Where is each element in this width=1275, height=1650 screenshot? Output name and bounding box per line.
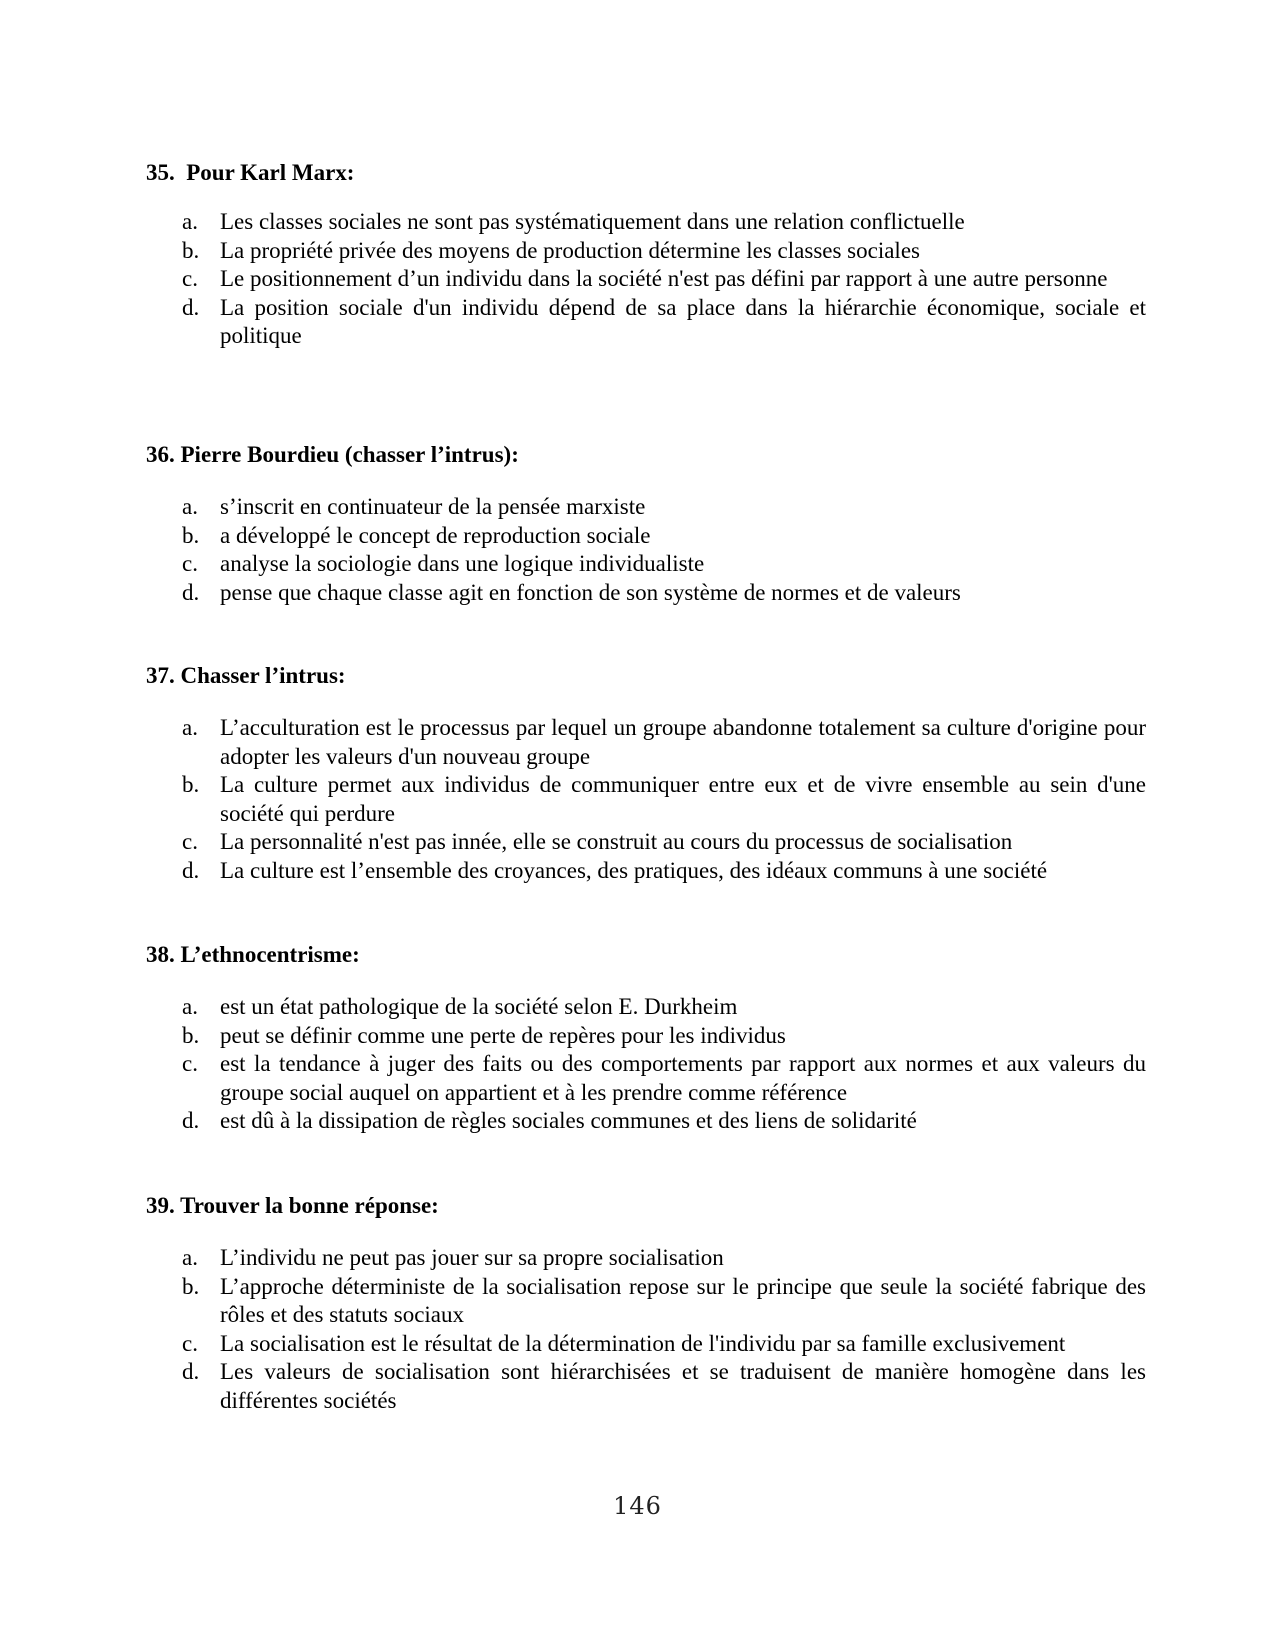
option-text: pense que chaque classe agit en fonction de son système de normes et de valeurs [220,579,961,605]
option-text: La culture est l’ensemble des croyances, des pratiques, des idéaux communs à une société [220,857,1048,883]
option-a [182,493,1146,522]
option-text: L’individu ne peut pas jouer sur sa propre socialisation [220,1245,724,1270]
option-letter: d. [182,1108,200,1133]
page-number: 146 [613,1492,662,1520]
option-b [182,522,1146,551]
option-b [182,237,1146,266]
option-letter: b. [182,522,200,548]
option-d [182,857,1146,886]
option-d [182,1107,1146,1136]
option-letter: a. [182,494,198,519]
option-letter: a. [182,994,198,1019]
option-letter: c. [182,1051,198,1076]
option-list [182,1244,1146,1415]
question-36 [146,440,1146,605]
option-letter: c. [182,829,198,854]
option-c [182,265,1146,294]
question-39 [146,1191,1146,1413]
option-list [182,993,1146,1136]
option-text: La position sociale d'un individu dépend de sa place dans la hiérarchie économique, sociale et politique [220,294,1146,348]
option-text: L’acculturation est le processus par lequel un groupe abandonne totalement sa culture d'origine pour adopter les valeurs d'un nouveau groupe [220,715,1146,769]
option-text: est la tendance à juger des faits ou des comportements par rapport aux normes et aux valeurs du groupe social auquel on appartient et à les prendre comme référence [220,1051,1146,1105]
option-list [182,714,1146,885]
option-text: Les valeurs de socialisation sont hiérarchisées et se traduisent de manière homogène dans les différentes sociétés [220,1359,1146,1413]
option-a [182,993,1146,1022]
option-d [182,1358,1146,1415]
option-c [182,1330,1146,1359]
option-letter: a. [182,209,198,234]
option-letter: b. [182,1022,200,1048]
option-text: La socialisation est le résultat de la détermination de l'individu par sa famille exclusivement [220,1330,1066,1356]
option-letter: c. [182,266,198,291]
option-text: s’inscrit en continuateur de la pensée marxiste [220,494,646,519]
question-title: 39. Trouver la bonne réponse: [146,1193,439,1218]
option-c [182,828,1146,857]
option-a [182,1244,1146,1273]
option-letter: b. [182,237,200,263]
option-d [182,579,1146,608]
option-b [182,771,1146,828]
option-b [182,1022,1146,1051]
question-title: 38. L’ethnocentrisme: [146,942,360,967]
option-text: est un état pathologique de la société selon E. Durkheim [220,994,738,1019]
option-b [182,1273,1146,1330]
option-letter: a. [182,1245,198,1270]
option-text: peut se définir comme une perte de repères pour les individus [220,1022,786,1048]
option-letter: b. [182,1273,200,1299]
option-text: a développé le concept de reproduction sociale [220,522,651,548]
option-letter: c. [182,1330,198,1356]
question-35 [146,158,1146,348]
option-letter: d. [182,579,200,605]
option-letter: a. [182,715,198,740]
question-38 [146,940,1146,1133]
option-c [182,1050,1146,1107]
option-a [182,714,1146,771]
question-title: 36. Pierre Bourdieu (chasser l’intrus): [146,442,519,467]
option-list [182,208,1146,351]
option-letter: b. [182,772,200,797]
option-text: La culture permet aux individus de communiquer entre eux et de vivre ensemble au sein d'une société qui perdure [220,772,1146,826]
question-title: 37. Chasser l’intrus: [146,663,346,688]
option-text: L’approche déterministe de la socialisation repose sur le principe que seule la société fabrique des rôles et des statuts sociaux [220,1273,1146,1327]
option-d [182,294,1146,351]
option-letter: d. [182,857,200,883]
option-a [182,208,1146,237]
option-text: La propriété privée des moyens de production détermine les classes sociales [220,237,920,263]
question-37 [146,661,1146,883]
option-text: La personnalité n'est pas innée, elle se construit au cours du processus de socialisation [220,829,1013,854]
option-text: Le positionnement d’un individu dans la société n'est pas défini par rapport à une autre personne [220,266,1108,291]
option-text: Les classes sociales ne sont pas systématiquement dans une relation conflictuelle [220,209,965,234]
question-title: 35. Pour Karl Marx: [146,160,355,185]
option-letter: c. [182,551,198,576]
option-text: est dû à la dissipation de règles sociales communes et des liens de solidarité [220,1108,917,1133]
option-list [182,493,1146,607]
option-letter: d. [182,1359,200,1384]
option-text: analyse la sociologie dans une logique individualiste [220,551,705,576]
option-c [182,550,1146,579]
option-letter: d. [182,294,200,320]
